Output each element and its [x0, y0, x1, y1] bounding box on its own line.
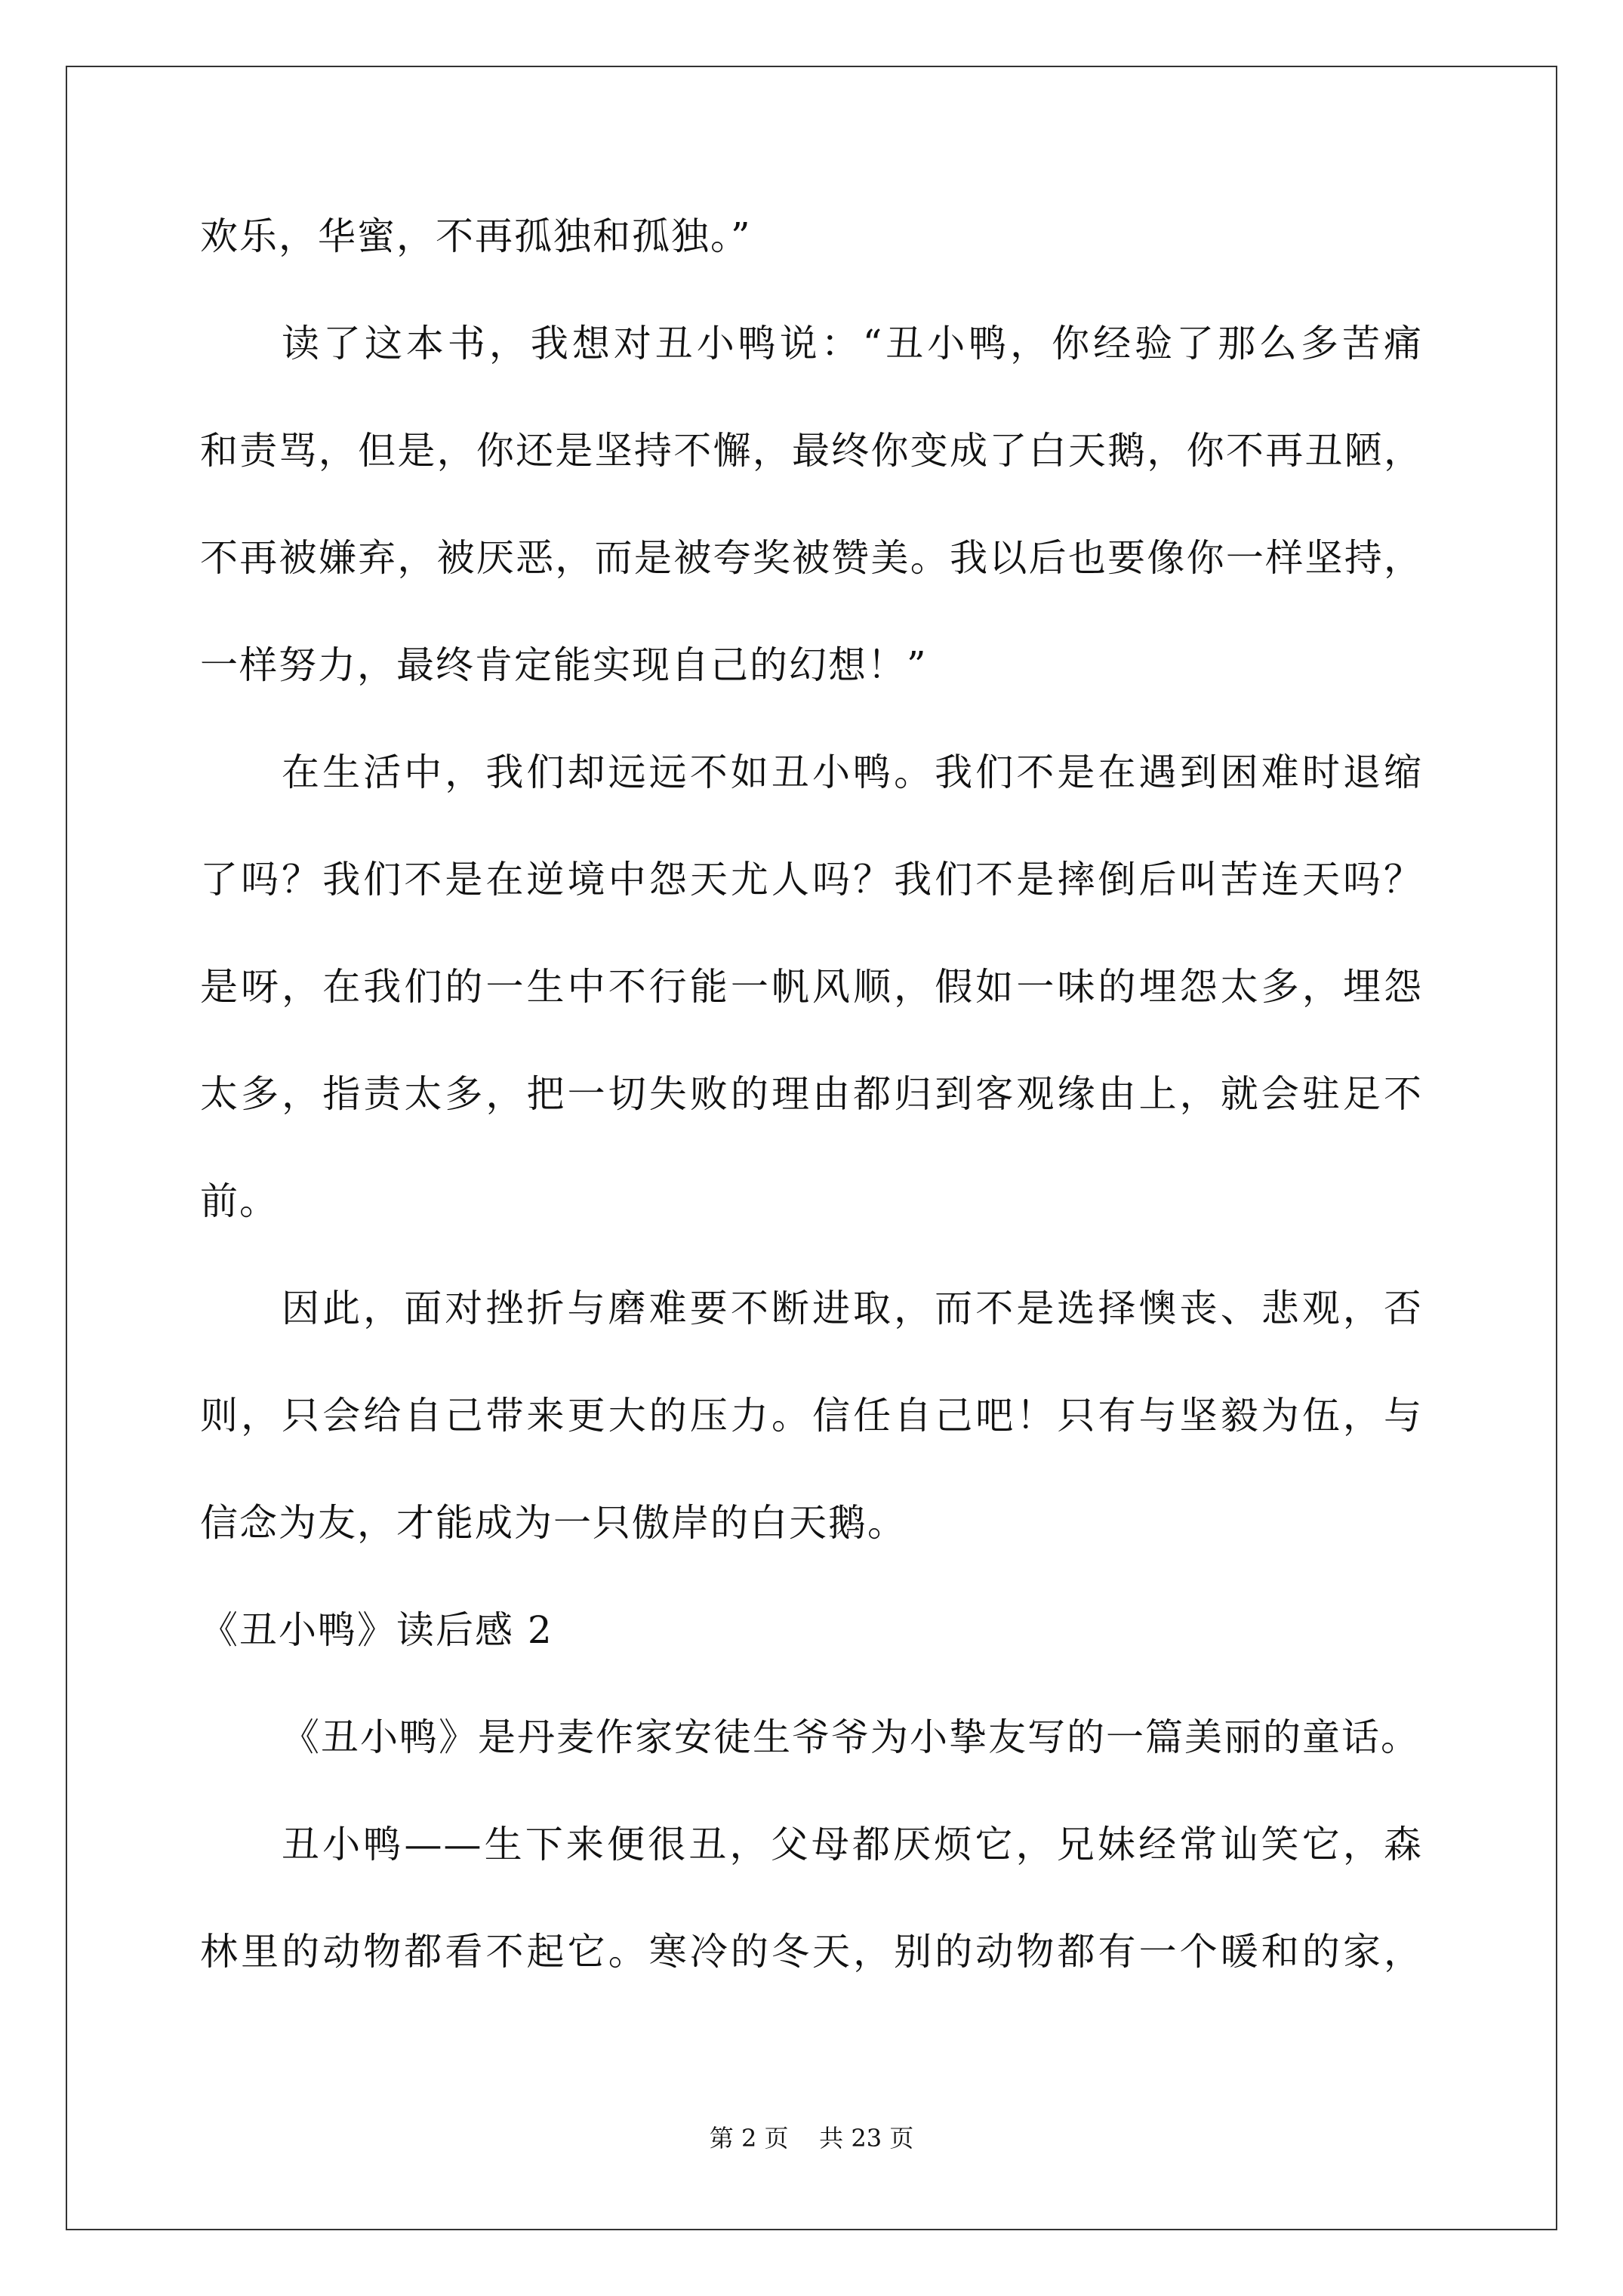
paragraph-line: 信念为友，才能成为一只傲岸的白天鹅。	[200, 1501, 907, 1545]
section-heading: 《丑小鸭》读后感 2	[200, 1608, 553, 1652]
paragraph-line: 则，只会给自己带来更大的压力。信任自己吧！只有与坚毅为伍，与	[200, 1394, 1423, 1438]
paragraph-line: 前。	[200, 1179, 279, 1223]
paragraph-line: 在生活中，我们却远远不如丑小鸭。我们不是在遇到困难时退缩	[282, 750, 1423, 794]
paragraph-line: 林里的动物都看不起它。寒冷的冬天，别的动物都有一个暖和的家，	[200, 1930, 1423, 1974]
paragraph-line: 不再被嫌弃，被厌恶，而是被夸奖被赞美。我以后也要像你一样坚持，	[200, 536, 1423, 580]
page-number-footer: 第 2 页 共 23 页	[709, 2124, 914, 2153]
paragraph-line: 欢乐，华蜜，不再孤独和孤独。”	[200, 214, 752, 258]
paragraph-line: 因此，面对挫折与磨难要不断进取，而不是选择懊丧、悲观，否	[282, 1287, 1423, 1330]
paragraph-line: 了吗？我们不是在逆境中怨天尤人吗？我们不是摔倒后叫苦连天吗？	[200, 858, 1423, 901]
paragraph-line: 太多，指责太多，把一切失败的理由都归到客观缘由上，就会驻足不	[200, 1072, 1423, 1116]
paragraph-line: 一样努力，最终肯定能实现自己的幻想！”	[200, 643, 928, 687]
paragraph-line: 读了这本书，我想对丑小鸭说：“丑小鸭，你经验了那么多苦痛	[282, 322, 1423, 365]
paragraph-line: 《丑小鸭》是丹麦作家安徒生爷爷为小挚友写的一篇美丽的童话。	[282, 1715, 1420, 1759]
paragraph-line: 是呀，在我们的一生中不行能一帆风顺，假如一味的埋怨太多，埋怨	[200, 965, 1423, 1009]
paragraph-line: 丑小鸭——生下来便很丑，父母都厌烦它，兄妹经常讪笑它，森	[282, 1823, 1423, 1866]
paragraph-line: 和责骂，但是，你还是坚持不懈，最终你变成了白天鹅，你不再丑陋，	[200, 429, 1423, 473]
